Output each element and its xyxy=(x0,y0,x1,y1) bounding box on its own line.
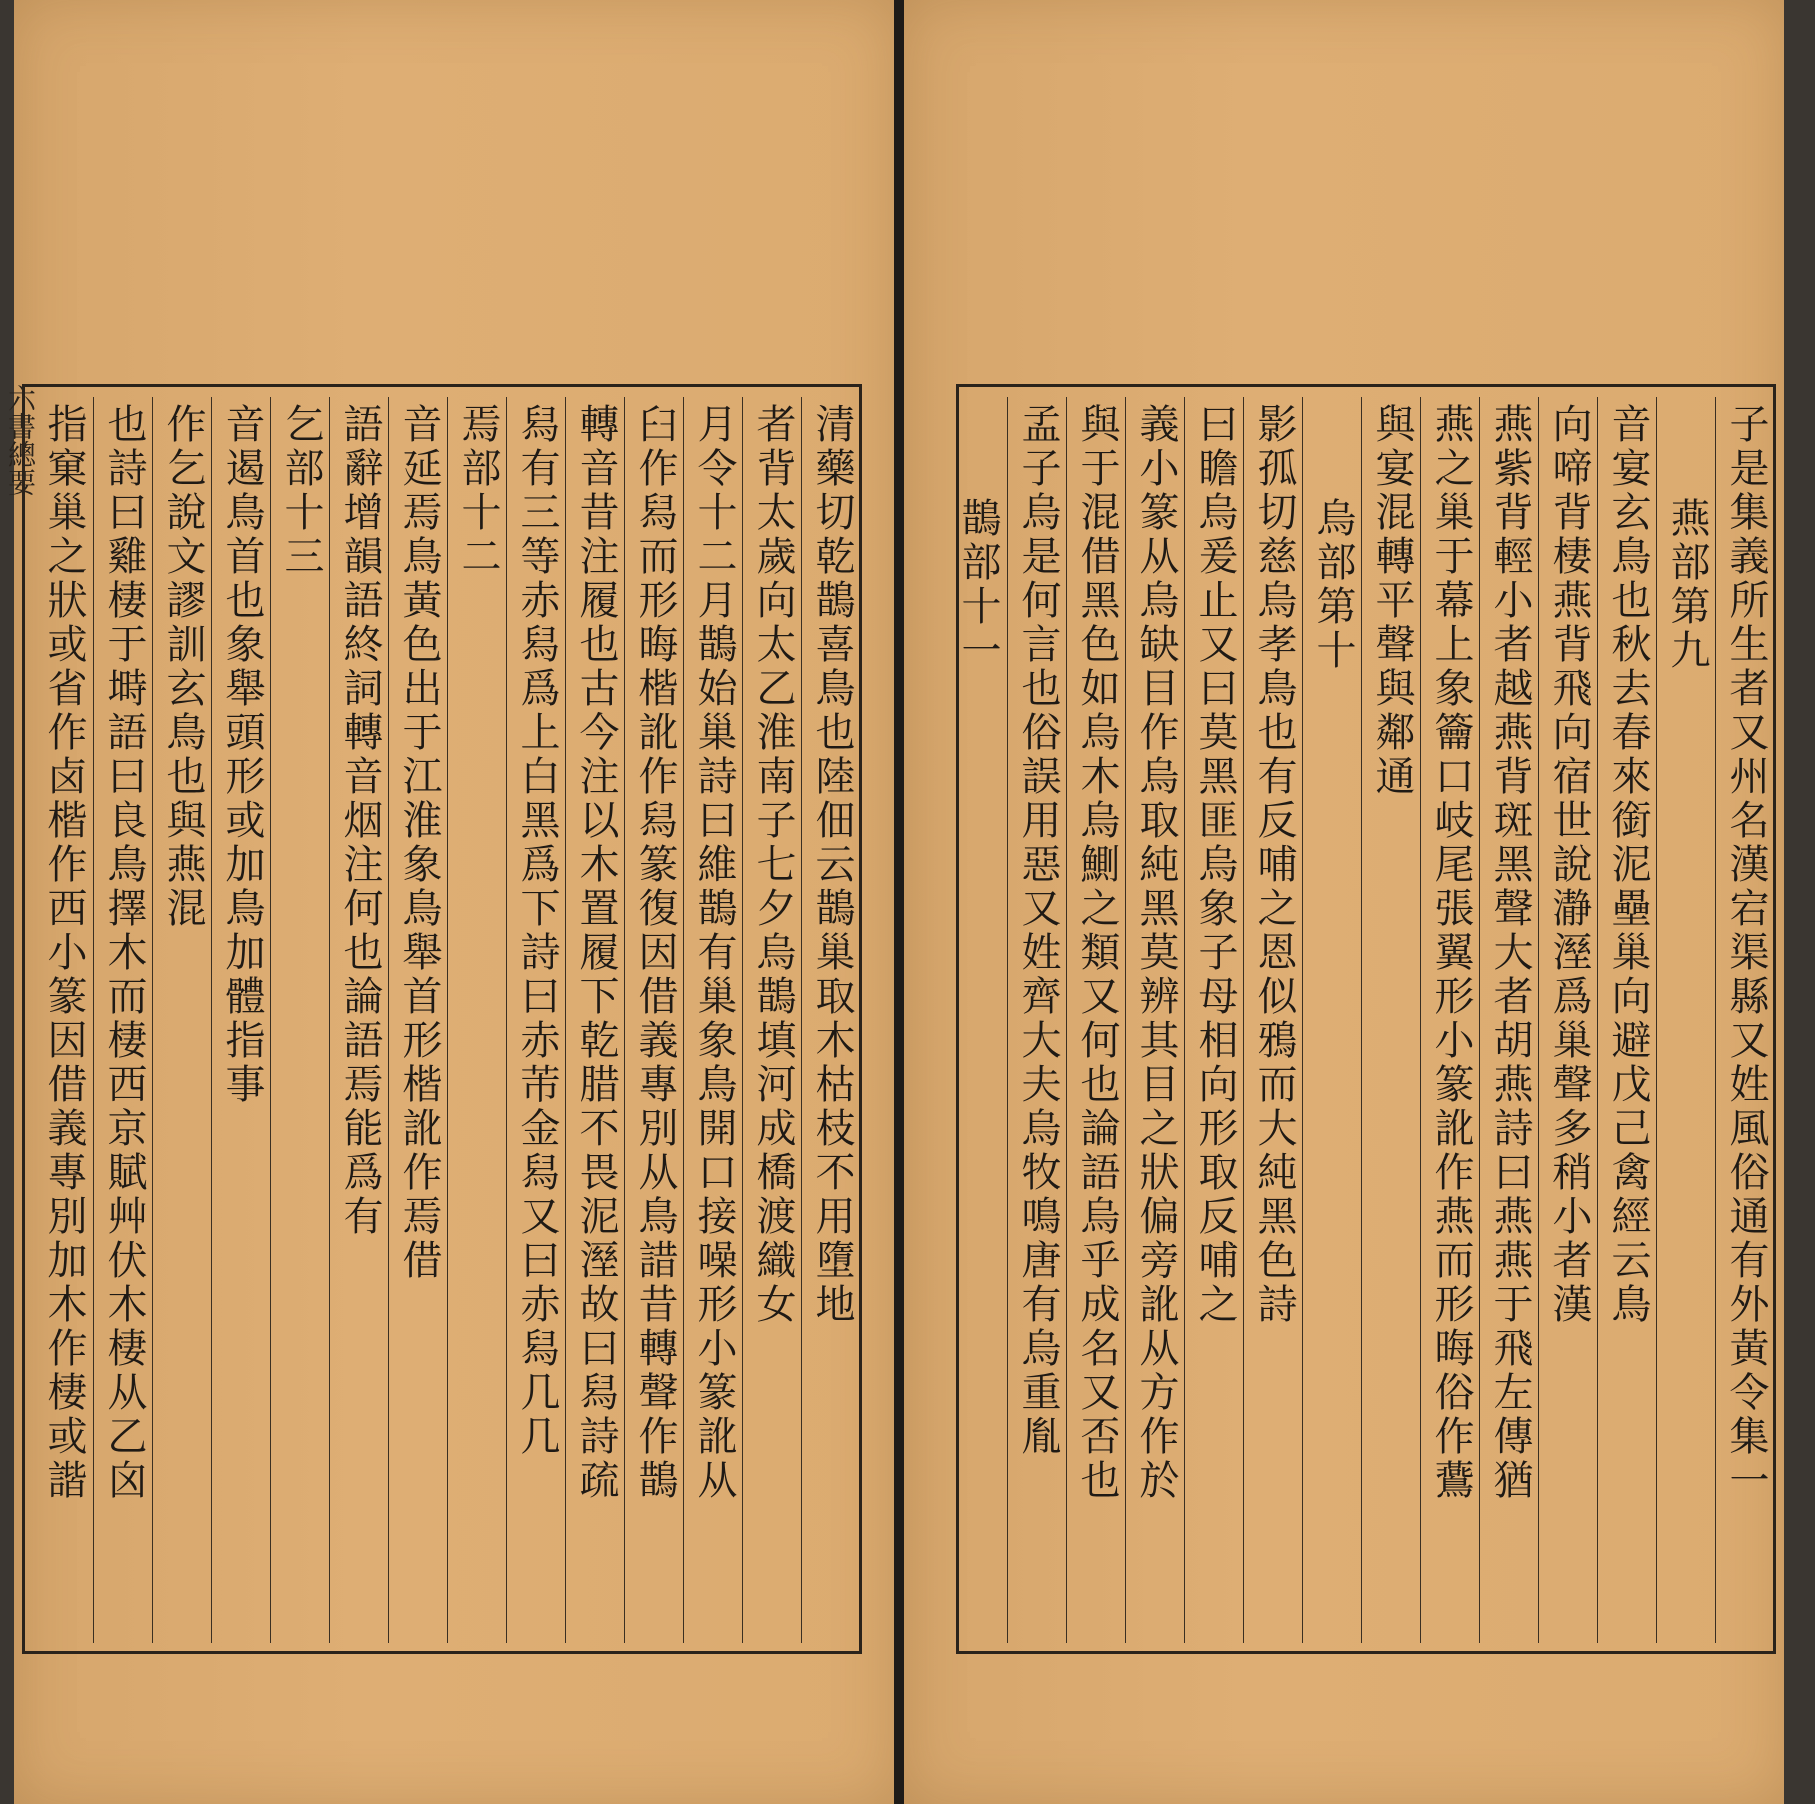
text-column: 作乞說文謬訓玄鳥也與燕混 xyxy=(152,397,212,1643)
text-column: 臼作舄而形晦楷訛作舄篆復因借義專別从鳥諎昔轉聲作鵲 xyxy=(624,397,684,1643)
text-column: 與宴混轉平聲與鄰通 xyxy=(1361,397,1421,1643)
text-column: 指窠巢之狀或省作卤楷作西小篆因借義專別加木作棲或諧 xyxy=(41,403,87,1503)
text-column: 音宴玄鳥也秋去春來銜泥壘巢向避戊己禽經云鳥 xyxy=(1597,397,1657,1643)
text-column: 燕之巢于幕上象籥口岐尾張翼形小篆訛作燕而形晦俗作鷰 xyxy=(1420,397,1480,1643)
text-column: 與于混借黑色如烏木烏鰂之類又何也論語烏乎成名又否也 xyxy=(1066,397,1126,1643)
text-column: 曰瞻烏爰止又曰莫黑匪烏象子母相向形取反哺之 xyxy=(1184,397,1244,1643)
text-column: 語辭增韻語終詞轉音烟注何也論語焉能爲有 xyxy=(329,397,389,1643)
text-column: 向啼背棲燕背飛向宿世說瀞溼爲巢聲多稍小者漢 xyxy=(1538,397,1598,1643)
text-column: 鵲部十一 xyxy=(955,497,1001,673)
text-column: 烏部第十 xyxy=(1302,397,1362,1643)
text-column: 燕紫背輕小者越燕背斑黑聲大者胡燕詩曰燕燕于飛左傳猶 xyxy=(1479,397,1539,1643)
right-text-frame xyxy=(956,384,1776,1654)
text-column: 影孤切慈烏孝鳥也有反哺之恩似鴉而大純黑色詩 xyxy=(1243,397,1303,1643)
text-column: 清藥切乾鵲喜鳥也陸佃云鵲巢取木枯枝不用墮地 xyxy=(801,397,861,1643)
text-column: 燕部第九 xyxy=(1656,397,1716,1643)
text-column: 月令十二月鵲始巢詩曰維鵲有巢象鳥開口接噪形小篆訛从 xyxy=(683,397,743,1643)
text-column: 轉音昔注履也古今注以木置履下乾腊不畏泥溼故曰舄詩疏 xyxy=(565,397,625,1643)
text-column: 者背太歲向太乙淮南子七夕烏鵲填河成橋渡織女 xyxy=(742,397,802,1643)
text-column: 孟子烏是何言也俗誤用惡又姓齊大夫烏牧鳴唐有烏重胤 xyxy=(1007,397,1067,1643)
text-column: 焉部十二 xyxy=(447,397,507,1643)
text-column: 義小篆从烏缺目作烏取純黑莫辨其目之狀偏旁訛从方作於 xyxy=(1125,397,1185,1643)
right-page xyxy=(904,0,1784,1804)
book-gutter xyxy=(894,0,904,1804)
text-column: 音延焉鳥黃色出于江淮象鳥舉首形楷訛作焉借 xyxy=(388,397,448,1643)
text-column: 舄有三等赤舄爲上白黑爲下詩曰赤芾金舄又曰赤舄几几 xyxy=(506,397,566,1643)
running-title: 六書總要 xyxy=(4,384,37,496)
left-page xyxy=(4,0,894,1804)
text-column: 乞部十三 xyxy=(270,397,330,1643)
text-column: 子是集義所生者又州名漢宕渠縣又姓風俗通有外黃令集一 xyxy=(1715,397,1775,1643)
text-column: 也詩曰雞棲于塒語曰良鳥擇木而棲西京賦艸伏木棲从乙囟 xyxy=(93,397,153,1643)
text-column: 音遏鳥首也象舉頭形或加鳥加體指事 xyxy=(211,397,271,1643)
left-text-frame xyxy=(22,384,862,1654)
